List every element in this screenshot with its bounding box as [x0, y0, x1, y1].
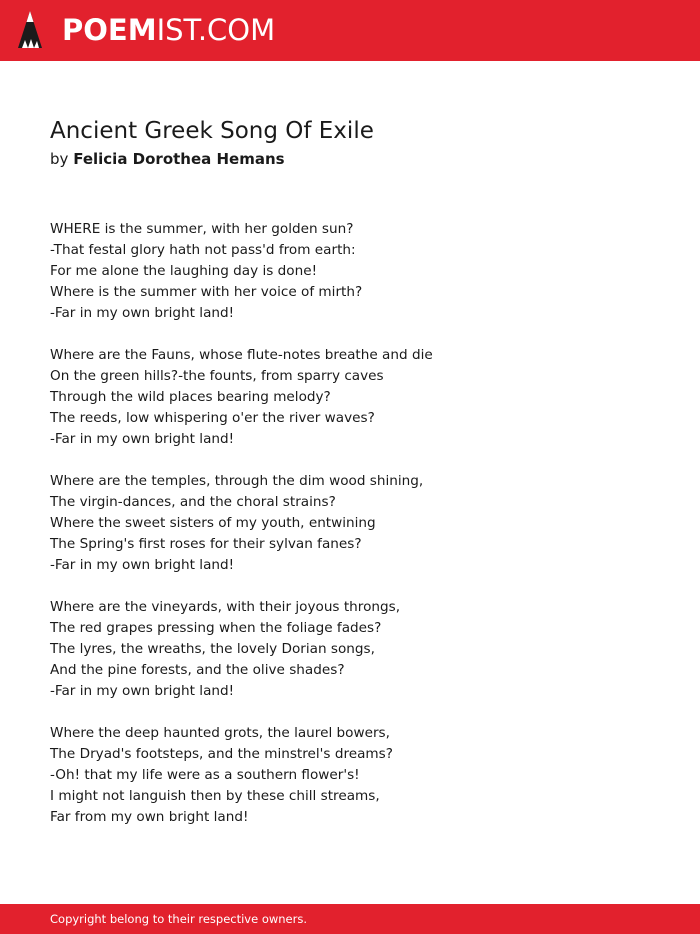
by-prefix: by — [50, 150, 69, 168]
poem-line: Far from my own bright land! — [50, 809, 249, 825]
poem-line: Where are the vineyards, with their joyous throngs, — [50, 599, 401, 615]
pencil-icon — [17, 10, 43, 50]
poem-line: Where the deep haunted grots, the laurel bowers, — [50, 725, 390, 741]
stanza — [50, 471, 670, 576]
poem-line: -Far in my own bright land! — [50, 431, 235, 447]
poem-line: The reeds, low whispering o'er the river waves? — [50, 410, 375, 426]
poem-line: On the green hills?-the founts, from sparry caves — [50, 368, 384, 384]
site-logo[interactable] — [62, 12, 275, 48]
poem-line: The lyres, the wreaths, the lovely Dorian songs, — [50, 641, 375, 657]
poem-author: Felicia Dorothea Hemans — [73, 150, 285, 168]
stanza — [50, 597, 670, 702]
poem-line: The Dryad's footsteps, and the minstrel's dreams? — [50, 746, 393, 762]
poem-line: And the pine forests, and the olive shades? — [50, 662, 345, 678]
copyright-notice: Copyright belong to their respective owners. — [50, 912, 308, 926]
poem-line: -Oh! that my life were as a southern flower's! — [50, 767, 360, 783]
stanza — [50, 345, 670, 450]
poem-line: The red grapes pressing when the foliage fades? — [50, 620, 382, 636]
poem-line: -That festal glory hath not pass'd from earth: — [50, 242, 356, 258]
poem-line: The Spring's first roses for their sylvan fanes? — [50, 536, 362, 552]
poem-line: -Far in my own bright land! — [50, 683, 235, 699]
poem-line: -Far in my own bright land! — [50, 305, 235, 321]
site-header — [0, 0, 700, 61]
poem-line: -Far in my own bright land! — [50, 557, 235, 573]
poem-line: WHERE is the summer, with her golden sun? — [50, 221, 354, 237]
poem-title: Ancient Greek Song Of Exile — [50, 118, 374, 144]
poem-line: Where are the temples, through the dim wood shining, — [50, 473, 424, 489]
stanza — [50, 723, 670, 828]
poem-line: For me alone the laughing day is done! — [50, 263, 318, 279]
poem-line: Where are the Fauns, whose flute-notes breathe and die — [50, 347, 433, 363]
poem-body — [50, 219, 670, 849]
poem-line: The virgin-dances, and the choral strains? — [50, 494, 336, 510]
logo-text-light: IST.COM — [156, 13, 276, 47]
poem-line: Where the sweet sisters of my youth, entwining — [50, 515, 376, 531]
poem-line: Where is the summer with her voice of mirth? — [50, 284, 363, 300]
stanza — [50, 219, 670, 324]
site-footer — [0, 904, 700, 934]
logo-text-bold: POEM — [62, 13, 157, 47]
poem-line: Through the wild places bearing melody? — [50, 389, 331, 405]
poem-byline — [50, 148, 285, 170]
poem-line: I might not languish then by these chill streams, — [50, 788, 380, 804]
